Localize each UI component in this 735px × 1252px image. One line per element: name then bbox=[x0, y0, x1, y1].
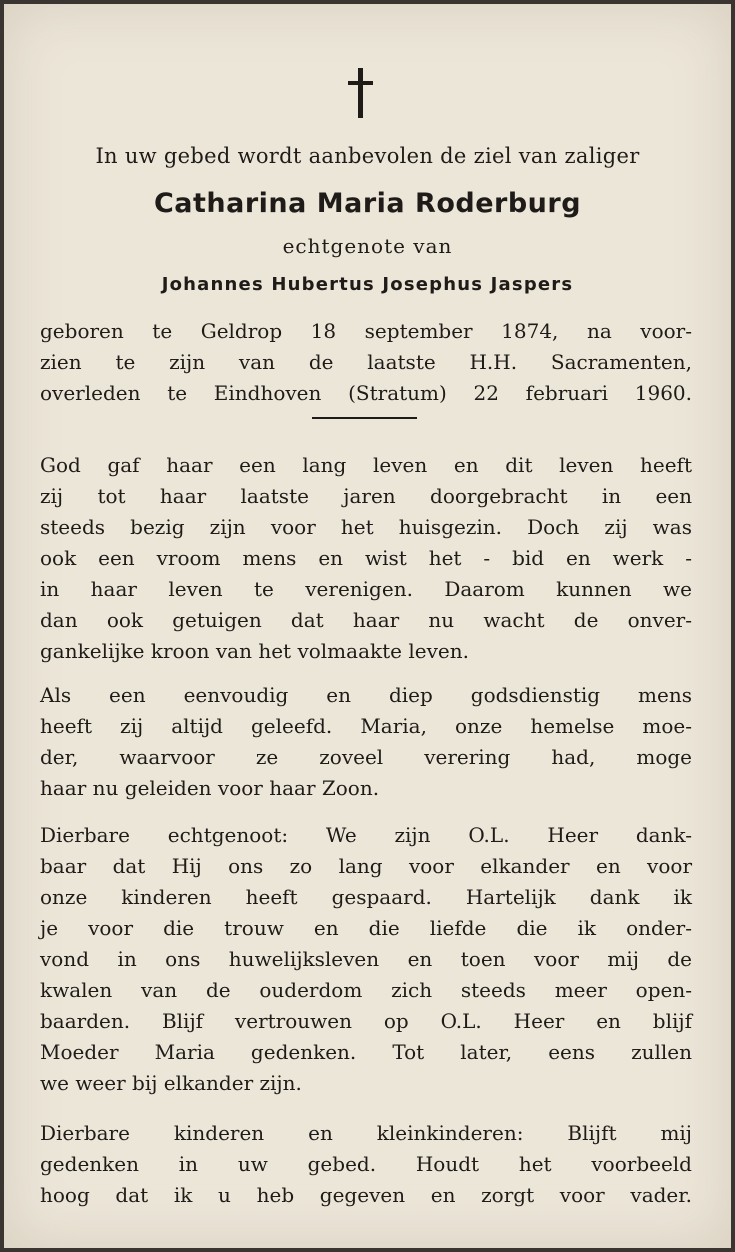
text-line: in haar leven te verenigen. Daarom kunnen we bbox=[40, 577, 692, 601]
memorial-card bbox=[4, 4, 731, 1248]
paragraph-spouse bbox=[40, 820, 692, 1099]
text-line: baarden. Blijf vertrouwen op O.L. Heer en blijf bbox=[40, 1009, 692, 1033]
text-line: Dierbare echtgenoot: We zijn O.L. Heer dank- bbox=[40, 823, 692, 847]
text-line: heeft zij altijd geleefd. Maria, onze hemelse moe- bbox=[40, 714, 692, 738]
intro-line: In uw gebed wordt aanbevolen de ziel van zaliger bbox=[95, 144, 640, 168]
text-line: baar dat Hij ons zo lang voor elkander en voor bbox=[40, 854, 692, 878]
text-line: overleden te Eindhoven (Stratum) 22 februari 1960. bbox=[40, 381, 692, 405]
text-line: dan ook getuigen dat haar nu wacht de onver- bbox=[40, 608, 692, 632]
text-line: haar nu geleiden voor haar Zoon. bbox=[40, 776, 380, 800]
text-line: hoog dat ik u heb gegeven en zorgt voor vader. bbox=[40, 1183, 692, 1207]
text-line: ook een vroom mens en wist het - bid en werk - bbox=[40, 546, 692, 570]
paragraph-faith bbox=[40, 680, 692, 804]
text-line: gankelijke kroon van het volmaakte leven. bbox=[40, 639, 469, 663]
birth-death-info bbox=[40, 316, 692, 409]
cross-icon bbox=[344, 68, 378, 118]
text-line: vond in ons huwelijksleven en toen voor mij de bbox=[40, 947, 692, 971]
text-line: Als een eenvoudig en diep godsdienstig mens bbox=[40, 683, 692, 707]
text-line: Moeder Maria gedenken. Tot later, eens zullen bbox=[40, 1040, 692, 1064]
paragraph-children bbox=[40, 1118, 692, 1211]
text-line: onze kinderen heeft gespaard. Hartelijk dank ik bbox=[40, 885, 692, 909]
text-line: zien te zijn van de laatste H.H. Sacramenten, bbox=[40, 350, 692, 374]
text-line: zij tot haar laatste jaren doorgebracht in een bbox=[40, 484, 692, 508]
text-line: Dierbare kinderen en kleinkinderen: Blijft mij bbox=[40, 1121, 692, 1145]
divider bbox=[312, 417, 417, 419]
spouse-name: Johannes Hubertus Josephus Jaspers bbox=[161, 274, 574, 295]
text-line: je voor die trouw en die liefde die ik onder- bbox=[40, 916, 692, 940]
spouse-label: echtgenote van bbox=[282, 234, 453, 258]
text-line: der, waarvoor ze zoveel verering had, moge bbox=[40, 745, 692, 769]
text-line: steeds bezig zijn voor het huisgezin. Doch zij was bbox=[40, 515, 692, 539]
text-line: we weer bij elkander zijn. bbox=[40, 1071, 302, 1095]
deceased-name: Catharina Maria Roderburg bbox=[153, 188, 582, 219]
text-line: gedenken in uw gebed. Houdt het voorbeeld bbox=[40, 1152, 692, 1176]
text-line: God gaf haar een lang leven en dit leven heeft bbox=[40, 453, 692, 477]
paragraph-life bbox=[40, 450, 692, 667]
text-line: geboren te Geldrop 18 september 1874, na voor- bbox=[40, 319, 692, 343]
text-line: kwalen van de ouderdom zich steeds meer open- bbox=[40, 978, 692, 1002]
